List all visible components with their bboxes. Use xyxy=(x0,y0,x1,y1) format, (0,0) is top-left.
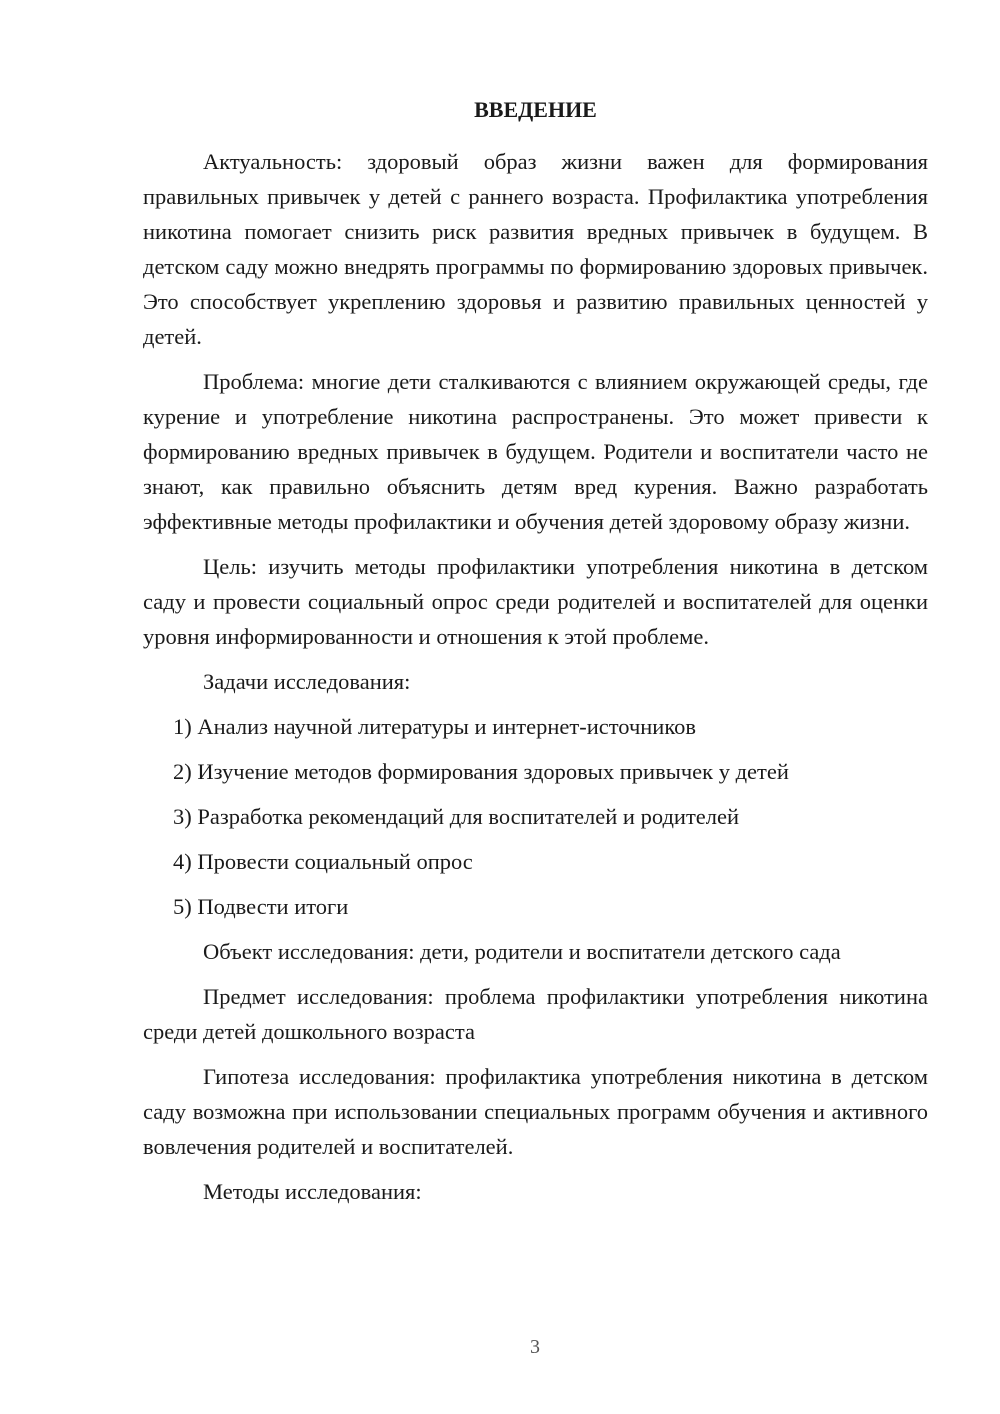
list-item: 4) Провести социальный опрос xyxy=(173,849,473,874)
paragraph-tasks-heading: Задачи исследования: xyxy=(203,669,411,694)
paragraph-object: Объект исследования: дети, родители и воспитатели детского сада xyxy=(203,939,841,964)
paragraph-problem: Проблема: многие дети сталкиваются с влиянием окружающей среды, где курение и употребление никотина распространены. Это может привести к формированию вредных привычек в будущем. Родители и воспитатели часто не знают, как правильно объяснить детям вред курения. Важно разработать эффективные методы профилактики и обучения детей здоровому образу жизни. xyxy=(143,369,928,534)
list-item: 5) Подвести итоги xyxy=(173,894,349,919)
page-title: ВВЕДЕНИЕ xyxy=(474,97,597,122)
tasks-list xyxy=(143,709,928,924)
paragraph-goal: Цель: изучить методы профилактики употребления никотина в детском саду и провести социальный опрос среди родителей и воспитателей для оценки уровня информированности и отношения к этой проблеме. xyxy=(143,554,928,649)
list-item: 2) Изучение методов формирования здоровых привычек у детей xyxy=(173,759,789,784)
paragraph-relevance: Актуальность: здоровый образ жизни важен для формирования правильных привычек у детей с раннего возраста. Профилактика употребления никотина помогает снизить риск развития вредных привычек в будущем. В детском саду можно внедрять программы по формированию здоровых привычек. Это способствует укреплению здоровья и развитию правильных ценностей у детей. xyxy=(143,149,928,349)
document-body xyxy=(143,144,928,1219)
paragraph-methods: Методы исследования: xyxy=(203,1179,422,1204)
page-number: 3 xyxy=(530,1336,540,1358)
paragraph-hypothesis: Гипотеза исследования: профилактика употребления никотина в детском саду возможна при использовании специальных программ обучения и активного вовлечения родителей и воспитателей. xyxy=(143,1064,928,1159)
list-item: 1) Анализ научной литературы и интернет-источников xyxy=(173,714,697,739)
paragraph-subject: Предмет исследования: проблема профилактики употребления никотина среди детей дошкольного возраста xyxy=(143,984,928,1044)
list-item: 3) Разработка рекомендаций для воспитателей и родителей xyxy=(173,804,740,829)
